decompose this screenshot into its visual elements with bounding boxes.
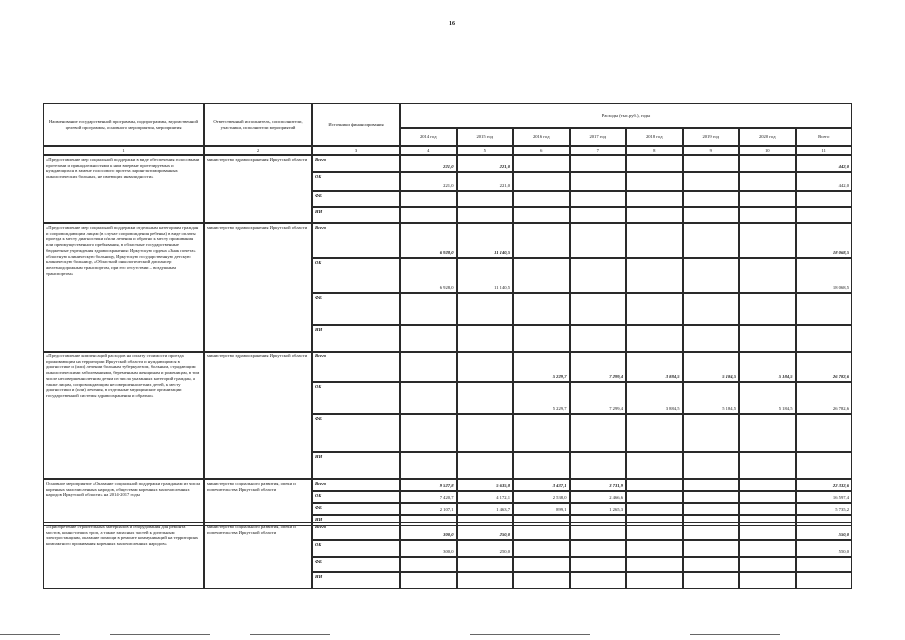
amount-cell	[739, 503, 796, 515]
amount-cell	[626, 522, 683, 540]
amount-cell	[513, 172, 570, 191]
amount-cell	[570, 258, 627, 293]
amount-value: 9 527,8	[439, 483, 454, 489]
amount-value: 4 172,1	[496, 495, 510, 501]
amount-cell	[457, 382, 514, 414]
amount-cell	[570, 223, 627, 258]
amount-cell	[796, 293, 853, 325]
scan-edge-line	[250, 634, 330, 635]
amount-value: 18 068,5	[832, 285, 849, 291]
amount-cell	[400, 351, 457, 382]
amount-value: 2 107,1	[439, 507, 454, 513]
amount-cell	[457, 191, 514, 207]
amount-cell	[457, 155, 514, 172]
amount-cell	[457, 503, 514, 515]
amount-cell	[457, 540, 514, 557]
funding-source-label: Всего	[312, 223, 400, 258]
amount-value: 5 229,7	[552, 406, 567, 412]
funding-source-label: ИИ	[312, 572, 400, 589]
amount-cell	[683, 540, 740, 557]
amount-value: 250,0	[499, 532, 510, 538]
amount-cell	[739, 325, 796, 353]
amount-cell	[739, 172, 796, 191]
amount-cell	[570, 351, 627, 382]
amount-value: 442,0	[838, 183, 849, 189]
header-col-number: 3	[312, 146, 400, 155]
amount-cell	[739, 479, 796, 491]
amount-value: 11 140,5	[494, 250, 510, 256]
header-col-number: 1	[43, 146, 204, 155]
amount-value: 5 184,5	[778, 374, 793, 380]
amount-cell	[739, 258, 796, 293]
amount-cell	[457, 491, 514, 503]
amount-cell	[626, 223, 683, 258]
amount-cell	[400, 479, 457, 491]
amount-cell	[739, 572, 796, 589]
amount-cell	[796, 325, 853, 353]
header-col-number: 8	[626, 146, 683, 155]
amount-cell	[683, 155, 740, 172]
amount-cell	[683, 382, 740, 414]
header-year: 2014 год	[400, 128, 457, 146]
amount-cell	[739, 414, 796, 452]
amount-value: 5 735,2	[835, 507, 849, 513]
amount-cell	[570, 557, 627, 572]
header-year: Всего	[796, 128, 853, 146]
funding-source-label: ОБ	[312, 258, 400, 293]
amount-cell	[457, 522, 514, 540]
amount-cell	[683, 479, 740, 491]
amount-cell	[513, 540, 570, 557]
amount-cell	[683, 351, 740, 382]
amount-cell	[796, 503, 853, 515]
amount-value: 221,0	[443, 164, 454, 170]
amount-value: 1 463,7	[496, 507, 510, 513]
program-name: «Предоставление мер социальной поддержки отдельным категориям граждан и сопровождающим лицам (в случае сопровождения ребенка) в виде оплаты проезда к месту диагностики и/или лечения и обратно к месту проживания или преимущественного пребывания, в областные государственные бюджетные учреждения здравоохранения: Иркутскую ордена «Знак почета» областную клиническую больницу, Иркутскую государственную детскую клиническую больницу, «Областной онкологический диспансер железнодорожным транспортом, при его отсутствии – воздушным транспортом»	[43, 223, 204, 353]
amount-value: 7 420,7	[439, 495, 454, 501]
amount-cell	[513, 155, 570, 172]
amount-cell	[570, 325, 627, 353]
amount-cell	[626, 325, 683, 353]
amount-cell	[683, 172, 740, 191]
amount-cell	[626, 503, 683, 515]
amount-value: 5 635,8	[496, 483, 510, 489]
amount-value: 442,0	[838, 164, 849, 170]
amount-cell	[796, 557, 853, 572]
amount-cell	[739, 540, 796, 557]
amount-cell	[796, 172, 853, 191]
amount-cell	[626, 351, 683, 382]
scan-edge-line	[110, 634, 210, 635]
amount-cell	[796, 382, 853, 414]
funding-source-label: ФБ	[312, 414, 400, 452]
amount-cell	[683, 572, 740, 589]
amount-cell	[796, 522, 853, 540]
header-col-executor: Ответственный исполнитель, соисполнители, участники, исполнители мероприятий	[204, 103, 312, 146]
funding-source-label: ИИ	[312, 452, 400, 479]
program-executor: министерство здравоохранения Иркутской области	[204, 155, 312, 223]
amount-cell	[739, 522, 796, 540]
amount-cell	[739, 207, 796, 223]
amount-cell	[513, 207, 570, 223]
amount-cell	[626, 491, 683, 503]
amount-value: 300,0	[443, 549, 454, 555]
amount-cell	[400, 207, 457, 223]
amount-value: 5 229,7	[552, 374, 567, 380]
amount-cell	[626, 293, 683, 325]
program-name: «Предоставление мер социальной поддержки в виде обеспечения голосовыми протезами и принадлежностями к ним впервые протезируемых и нуждающихся в замене голосового протеза ларингэктомированных онкологических больных, не имеющих инвалидности»	[43, 155, 204, 223]
header-col-expenses: Расходы (тыс.руб.), годы	[400, 103, 852, 128]
amount-cell	[626, 479, 683, 491]
amount-cell	[796, 479, 853, 491]
program-executor: министерство здравоохранения Иркутской области	[204, 223, 312, 353]
funding-source-label: ИИ	[312, 515, 400, 526]
amount-cell	[626, 414, 683, 452]
funding-source-label: ОБ	[312, 540, 400, 557]
amount-cell	[683, 207, 740, 223]
amount-cell	[400, 557, 457, 572]
funding-source-label: ОБ	[312, 382, 400, 414]
amount-cell	[626, 155, 683, 172]
amount-cell	[570, 191, 627, 207]
header-col-source: Источники финансирования	[312, 103, 400, 146]
amount-cell	[457, 479, 514, 491]
funding-source-label: ОБ	[312, 491, 400, 503]
funding-source-label: Всего	[312, 351, 400, 382]
program-name: «Предоставление компенсаций расходов на оплату стоимости проезда проживающим на территории Иркутской области и нуждающимся в диагностике и (или) лечении больным туберкулезом, больным, страдающим онкологическими заболеваниями, беременным женщинам и роженицам, в том числе несовершеннолетним детям из числа указанных категорий граждан, а также лицам, сопровождающим несовершеннолетних детей, к месту диагностики и (или) лечения, в отдельные медицинские организации государственной системы здравоохранения и обратно»	[43, 351, 204, 479]
amount-cell	[400, 258, 457, 293]
amount-cell	[400, 452, 457, 479]
amount-cell	[626, 207, 683, 223]
amount-cell	[513, 452, 570, 479]
amount-cell	[570, 479, 627, 491]
amount-value: 18 068,5	[832, 250, 849, 256]
amount-cell	[400, 223, 457, 258]
scan-edge-line	[690, 634, 780, 635]
funding-source-label: Всего	[312, 155, 400, 172]
amount-cell	[570, 452, 627, 479]
amount-cell	[626, 540, 683, 557]
header-col-number: 5	[457, 146, 514, 155]
amount-cell	[570, 293, 627, 325]
amount-cell	[683, 258, 740, 293]
amount-cell	[513, 557, 570, 572]
amount-cell	[570, 572, 627, 589]
amount-value: 221,0	[499, 183, 510, 189]
amount-cell	[457, 414, 514, 452]
amount-cell	[739, 155, 796, 172]
amount-cell	[570, 503, 627, 515]
amount-value: 7 299,4	[609, 374, 623, 380]
amount-cell	[796, 155, 853, 172]
header-col-number: 4	[400, 146, 457, 155]
amount-cell	[457, 325, 514, 353]
funding-source-label: ИИ	[312, 325, 400, 353]
page-number: 16	[449, 21, 455, 27]
program-name: «Приобретение строительных материалов и оборудования для ремонта мостов, конно-пеших троп, а также запасных частей к дизельным электростанциям, оказание помощи в ремонте коммуникаций на территориях компактного проживания коренных малочисленных народов»	[43, 522, 204, 589]
amount-cell	[683, 414, 740, 452]
amount-cell	[796, 572, 853, 589]
funding-source-label: ИИ	[312, 207, 400, 223]
header-col-number: 7	[570, 146, 627, 155]
funding-source-label: ФБ	[312, 557, 400, 572]
amount-cell	[513, 414, 570, 452]
program-executor: министерство социального развития, опеки и попечительства Иркутской области	[204, 522, 312, 589]
amount-cell	[683, 223, 740, 258]
scan-edge-line	[0, 634, 60, 635]
amount-cell	[400, 191, 457, 207]
amount-cell	[739, 293, 796, 325]
header-year: 2015 год	[457, 128, 514, 146]
amount-cell	[796, 452, 853, 479]
header-year: 2017 год	[570, 128, 627, 146]
amount-cell	[570, 540, 627, 557]
header-col-name: Наименование государственной программы, подпрограммы, ведомственной целевой программы, основного мероприятия, мероприятия	[43, 103, 204, 146]
amount-cell	[400, 293, 457, 325]
amount-value: 7 299,4	[609, 406, 623, 412]
amount-cell	[513, 325, 570, 353]
amount-cell	[683, 557, 740, 572]
amount-cell	[400, 325, 457, 353]
header-year: 2020 год	[739, 128, 796, 146]
amount-cell	[626, 172, 683, 191]
amount-cell	[457, 172, 514, 191]
amount-value: 899,1	[556, 507, 567, 513]
header-col-number: 9	[683, 146, 740, 155]
amount-cell	[457, 207, 514, 223]
amount-cell	[626, 191, 683, 207]
amount-cell	[626, 382, 683, 414]
amount-cell	[457, 258, 514, 293]
amount-cell	[739, 223, 796, 258]
amount-value: 26 782,6	[832, 374, 849, 380]
amount-value: 11 140,5	[494, 285, 510, 291]
amount-cell	[796, 414, 853, 452]
amount-value: 5 184,5	[722, 406, 736, 412]
scan-edge-line	[470, 634, 590, 635]
amount-cell	[513, 191, 570, 207]
amount-value: 16 597,4	[832, 495, 849, 501]
amount-cell	[400, 522, 457, 540]
amount-value: 26 782,6	[832, 406, 849, 412]
amount-cell	[513, 572, 570, 589]
amount-cell	[570, 522, 627, 540]
program-name: Основное мероприятие «Оказание социальной поддержки гражданам из числа коренных малочисленных народов, обществам коренных малочисленных народов Иркутской области» на 2014-2017 годы	[43, 479, 204, 526]
amount-value: 22 332,6	[832, 483, 849, 489]
amount-cell	[570, 491, 627, 503]
amount-cell	[683, 491, 740, 503]
amount-cell	[513, 382, 570, 414]
amount-value: 3 884,5	[665, 406, 680, 412]
amount-value: 6 928,0	[439, 285, 454, 291]
funding-source-label: ФБ	[312, 503, 400, 515]
program-executor: министерство здравоохранения Иркутской области	[204, 351, 312, 479]
amount-cell	[400, 572, 457, 589]
amount-cell	[513, 479, 570, 491]
program-executor: министерство социального развития, опеки и попечительства Иркутской области	[204, 479, 312, 526]
amount-cell	[400, 540, 457, 557]
amount-cell	[400, 155, 457, 172]
amount-cell	[739, 491, 796, 503]
amount-cell	[400, 503, 457, 515]
amount-cell	[739, 351, 796, 382]
header-col-number: 10	[739, 146, 796, 155]
amount-cell	[400, 414, 457, 452]
amount-cell	[457, 223, 514, 258]
amount-value: 2 466,6	[609, 495, 623, 501]
funding-source-label: ФБ	[312, 293, 400, 325]
amount-cell	[400, 172, 457, 191]
amount-value: 2 538,0	[552, 495, 567, 501]
amount-value: 1 265,3	[609, 507, 623, 513]
header-year: 2018 год	[626, 128, 683, 146]
amount-cell	[683, 293, 740, 325]
header-col-number: 2	[204, 146, 312, 155]
amount-cell	[796, 491, 853, 503]
amount-value: 3 437,1	[552, 483, 567, 489]
amount-value: 221,0	[443, 183, 454, 189]
amount-cell	[739, 452, 796, 479]
amount-value: 6 928,0	[439, 250, 454, 256]
amount-value: 550,0	[838, 532, 849, 538]
amount-cell	[683, 325, 740, 353]
amount-cell	[457, 293, 514, 325]
amount-value: 3 731,9	[609, 483, 623, 489]
amount-cell	[683, 522, 740, 540]
header-col-number: 11	[796, 146, 853, 155]
amount-cell	[739, 191, 796, 207]
amount-cell	[570, 155, 627, 172]
amount-value: 5 184,5	[722, 374, 736, 380]
amount-cell	[796, 207, 853, 223]
amount-cell	[457, 572, 514, 589]
amount-cell	[570, 207, 627, 223]
header-year: 2019 год	[683, 128, 740, 146]
amount-cell	[739, 382, 796, 414]
amount-cell	[739, 557, 796, 572]
amount-cell	[683, 452, 740, 479]
funding-source-label: ОБ	[312, 172, 400, 191]
amount-cell	[796, 223, 853, 258]
amount-cell	[513, 491, 570, 503]
amount-cell	[513, 223, 570, 258]
amount-value: 250,0	[499, 549, 510, 555]
amount-value: 550,0	[838, 549, 849, 555]
amount-cell	[570, 172, 627, 191]
amount-cell	[683, 191, 740, 207]
amount-cell	[626, 557, 683, 572]
amount-cell	[457, 351, 514, 382]
amount-value: 300,0	[443, 532, 454, 538]
header-col-number: 6	[513, 146, 570, 155]
amount-cell	[796, 258, 853, 293]
amount-cell	[513, 293, 570, 325]
amount-cell	[457, 557, 514, 572]
header-year: 2016 год	[513, 128, 570, 146]
amount-cell	[570, 382, 627, 414]
amount-cell	[796, 540, 853, 557]
amount-cell	[626, 572, 683, 589]
amount-cell	[400, 491, 457, 503]
amount-cell	[796, 191, 853, 207]
amount-cell	[626, 452, 683, 479]
funding-source-label: ФБ	[312, 191, 400, 207]
amount-cell	[513, 258, 570, 293]
amount-value: 221,0	[499, 164, 510, 170]
amount-cell	[626, 258, 683, 293]
amount-cell	[513, 503, 570, 515]
amount-value: 5 184,5	[778, 406, 793, 412]
amount-cell	[796, 351, 853, 382]
amount-cell	[683, 503, 740, 515]
amount-cell	[457, 452, 514, 479]
funding-source-label: Всего	[312, 522, 400, 540]
amount-cell	[570, 414, 627, 452]
funding-source-label: Всего	[312, 479, 400, 491]
amount-cell	[513, 522, 570, 540]
amount-value: 3 884,5	[665, 374, 680, 380]
amount-cell	[513, 351, 570, 382]
amount-cell	[400, 382, 457, 414]
